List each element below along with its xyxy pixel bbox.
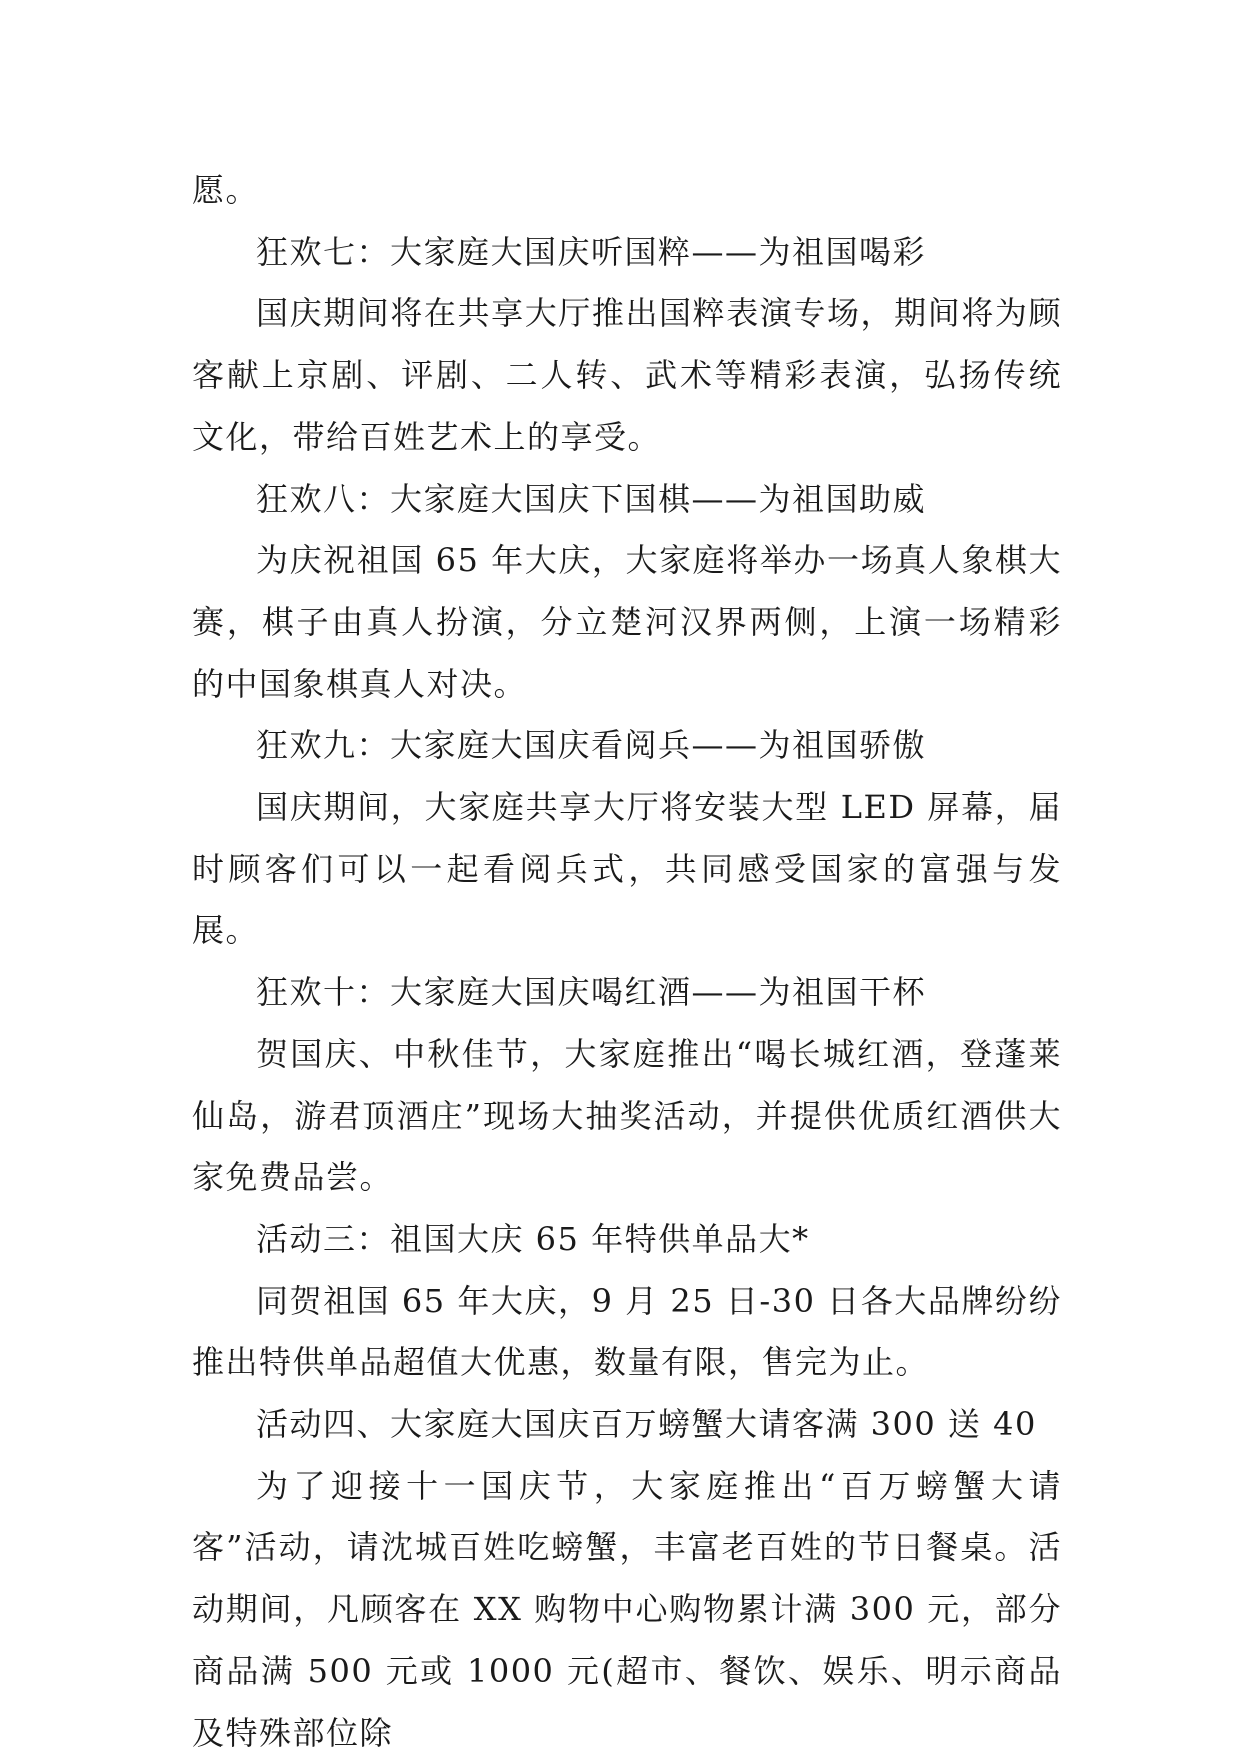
paragraph-carnival-ten: 贺国庆、中秋佳节，大家庭推出“喝长城红酒，登蓬莱仙岛，游君顶酒庄”现场大抽奖活动，并提供优质红酒供大家免费品尝。	[192, 1034, 1062, 1197]
paragraph-carnival-seven: 国庆期间将在共享大厅推出国粹表演专场，期间将为顾客献上京剧、评剧、二人转、武术等精彩表演，弘扬传统文化，带给百姓艺术上的享受。	[192, 294, 1062, 456]
heading-carnival-seven: 狂欢七：大家庭大国庆听国粹——为祖国喝彩	[256, 232, 927, 271]
heading-activity-three: 活动三：祖国大庆 65 年特供单品大*	[256, 1219, 810, 1258]
heading-activity-four: 活动四、大家庭大国庆百万螃蟹大请客满 300 送 40	[256, 1405, 1037, 1444]
heading-carnival-nine: 狂欢九：大家庭大国庆看阅兵——为祖国骄傲	[256, 726, 927, 765]
paragraph-carnival-nine: 国庆期间，大家庭共享大厅将安装大型 LED 屏幕，届时顾客们可以一起看阅兵式，共同感受国家的富强与发展。	[192, 788, 1062, 950]
paragraph-continuation: 愿。	[192, 171, 260, 209]
heading-carnival-ten: 狂欢十：大家庭大国庆喝红酒——为祖国干杯	[256, 973, 927, 1012]
paragraph-activity-three: 同贺祖国 65 年大庆，9 月 25 日-30 日各大品牌纷纷推出特供单品超值大优惠，数量有限，售完为止。	[192, 1281, 1062, 1382]
paragraph-carnival-eight: 为庆祝祖国 65 年大庆，大家庭将举办一场真人象棋大赛，棋子由真人扮演，分立楚河汉界两侧，上演一场精彩的中国象棋真人对决。	[192, 541, 1062, 703]
paragraph-activity-four: 为了迎接十一国庆节，大家庭推出“百万螃蟹大请客”活动，请沈城百姓吃螃蟹，丰富老百姓的节日餐桌。活动期间，凡顾客在 XX 购物中心购物累计满 300 元，部分商品满 500 元或 1000 元(超市、餐饮、娱乐、明示商品及特殊部位除	[192, 1466, 1062, 1752]
document-body	[192, 160, 1062, 1764]
heading-carnival-eight: 狂欢八：大家庭大国庆下国棋——为祖国助威	[256, 479, 927, 518]
